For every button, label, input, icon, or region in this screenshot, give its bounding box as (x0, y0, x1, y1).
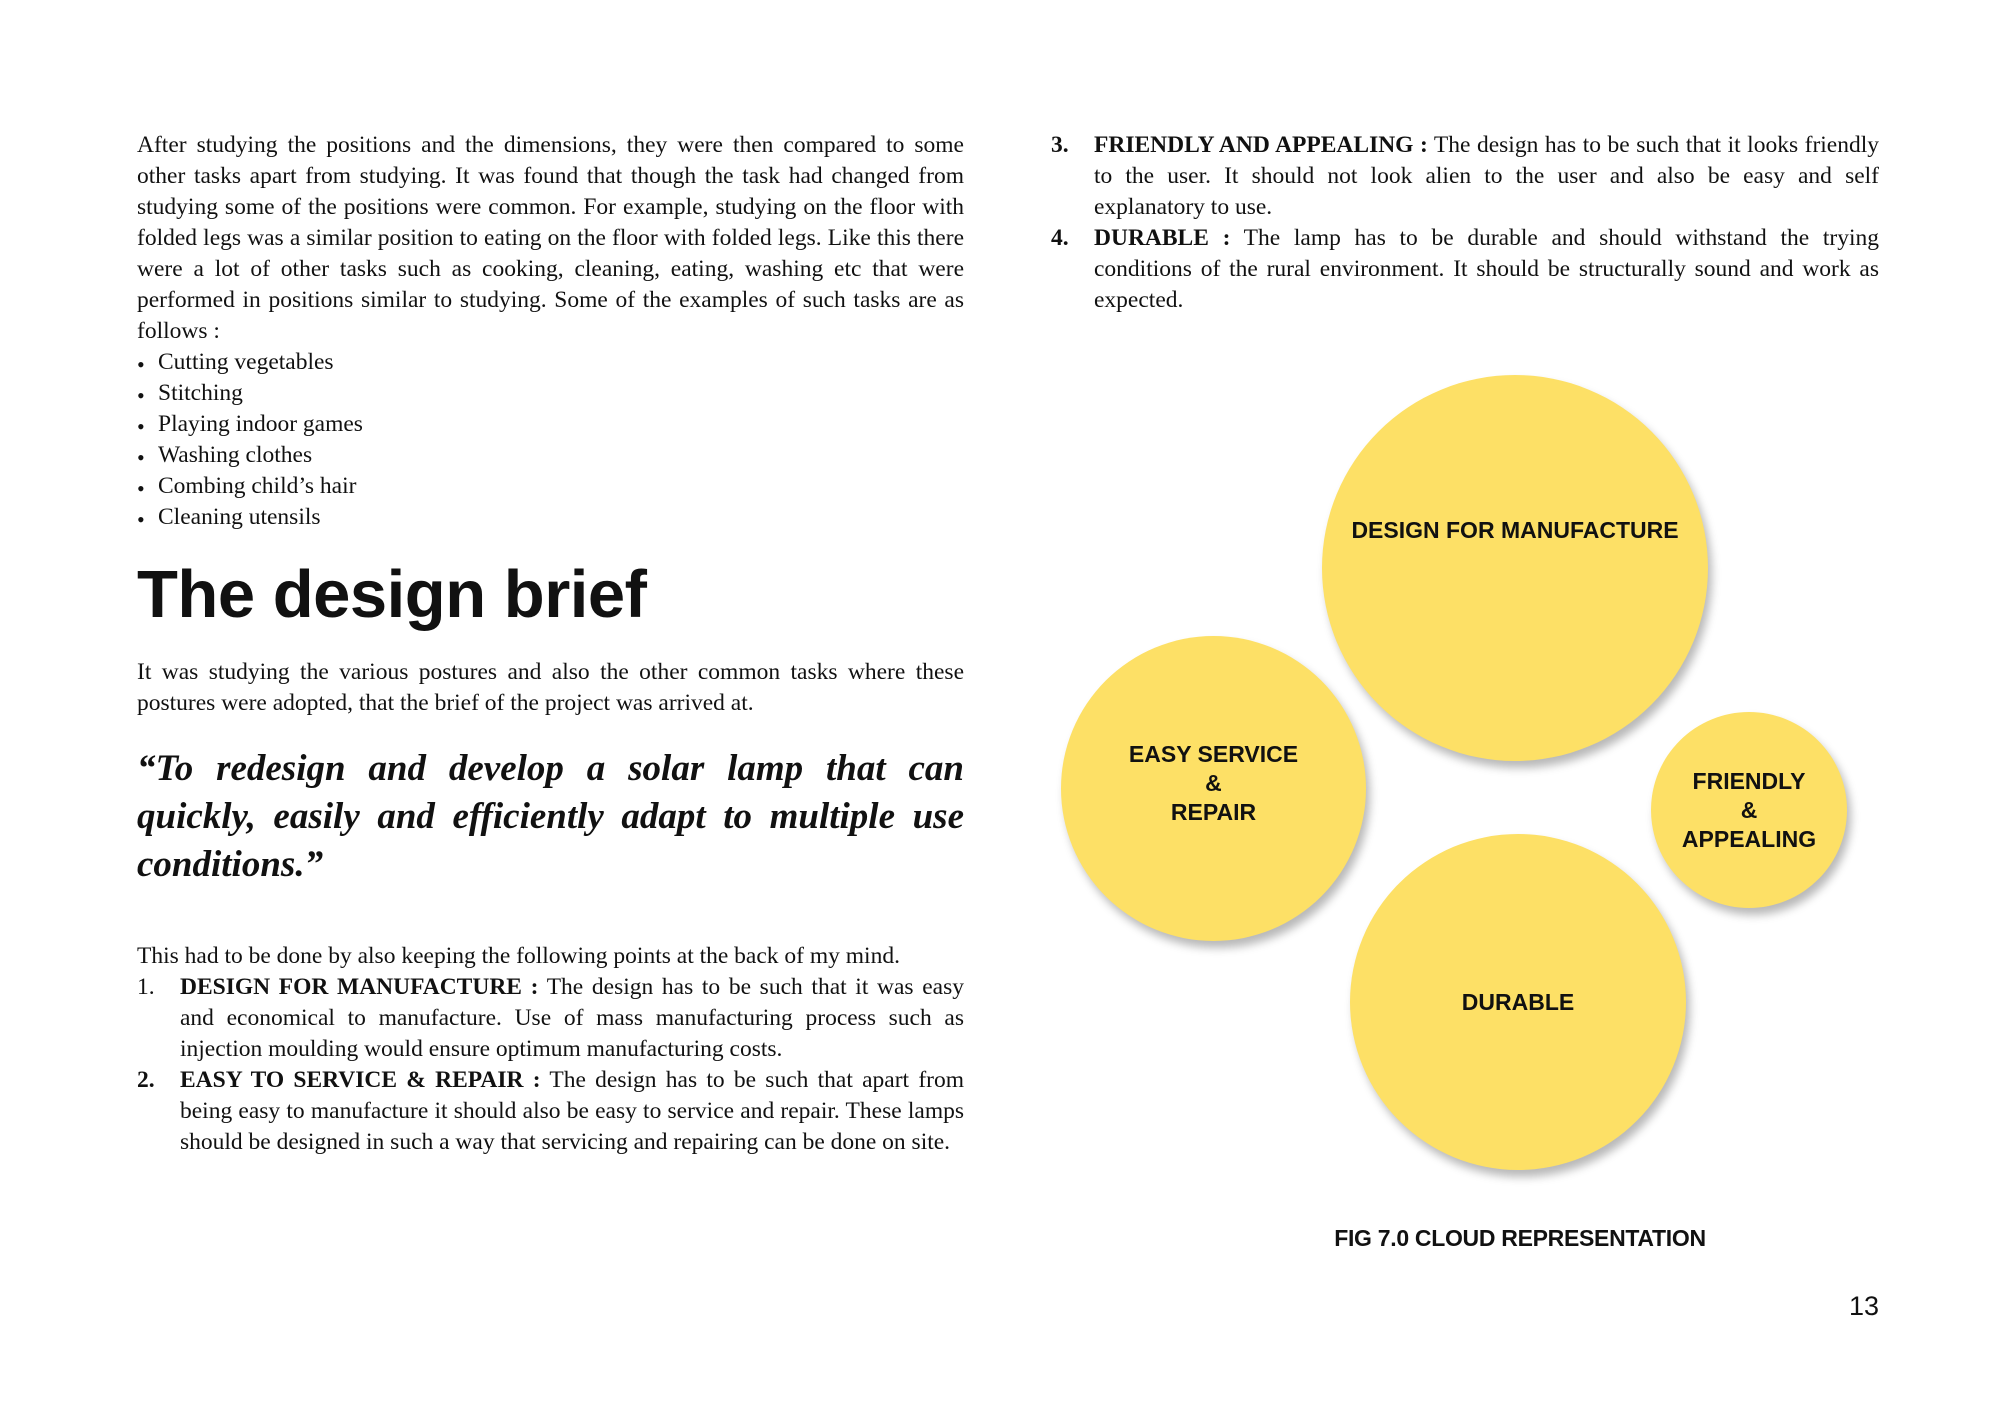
task-item: • Combing child’s hair (137, 471, 964, 502)
brief-paragraph: It was studying the various postures and also the other common tasks where these postures were adopted, that the brief of the project was arrived at. (137, 659, 964, 716)
point-number: 4. (1051, 225, 1069, 251)
point-term: FRIENDLY AND APPEALING : (1094, 132, 1428, 158)
design-point (137, 1065, 964, 1158)
task-item: • Cutting vegetables (137, 347, 964, 378)
point-text: The design has to be such that it looks friendly to the user. It should not look alien to the user and also be easy and self explanatory to use. (1094, 132, 1880, 220)
points-intro: This had to be done by also keeping the following points at the back of my mind. (137, 943, 900, 969)
design-point (1051, 130, 1879, 223)
section-heading: The design brief (137, 557, 647, 632)
design-points-list (137, 972, 964, 1158)
bubble-durable (1350, 834, 1686, 1170)
task-item: • Playing indoor games (137, 409, 964, 440)
right-column (1051, 130, 1879, 316)
bubble-friendly-appealing (1651, 712, 1847, 908)
task-item: • Stitching (137, 378, 964, 409)
bubble-easy-service-repair (1061, 636, 1366, 941)
point-text: The design has to be such that it was easy and economical to manufacture. Use of mass manufacturing process such as injection moulding would ensure optimum manufacturing costs. (180, 974, 964, 1062)
point-number: 2. (137, 1067, 155, 1093)
point-number: 1. (137, 974, 155, 1000)
bubble-label: FRIENDLY & APPEALING (1681, 767, 1817, 852)
point-term: EASY TO SERVICE & REPAIR : (180, 1067, 541, 1093)
design-brief-quote: “To redesign and develop a solar lamp that can quickly, easily and efficiently adapt to multiple use conditions.” (137, 748, 964, 885)
intro-paragraph: After studying the positions and the dimensions, they were then compared to some other tasks apart from studying. It was found that though the task had changed from studying some of the positions were common. For example, studying on the floor with folded legs was a similar position to eating on the floor with folded legs. Like this there were a lot of other tasks such as cooking, cleaning, eating, washing etc that were performed in positions similar to studying. Some of the examples of such tasks are as follows : (137, 132, 964, 344)
bubble-design-for-manufacture (1322, 375, 1708, 761)
task-item: • Washing clothes (137, 440, 964, 471)
design-point (1051, 223, 1879, 316)
left-column (137, 130, 964, 1158)
point-text: The lamp has to be durable and should withstand the trying conditions of the rural environment. It should be structurally sound and work as expected. (1094, 225, 1879, 313)
figure-caption: FIG 7.0 CLOUD REPRESENTATION (1334, 1225, 1706, 1251)
bubble-label: DESIGN FOR MANUFACTURE (1351, 516, 1679, 543)
point-term: DURABLE : (1094, 225, 1231, 251)
task-list (137, 347, 964, 533)
cloud-representation-figure (1040, 360, 1940, 1180)
point-number: 3. (1051, 132, 1069, 158)
bubble-label: EASY SERVICE & REPAIR (1128, 741, 1299, 825)
task-item: • Cleaning utensils (137, 502, 964, 533)
point-text: The design has to be such that apart from being easy to manufacture it should also be easy to service and repair. These lamps should be designed in such a way that servicing and repairing can be done on site. (180, 1067, 965, 1155)
design-points-list-continued (1051, 130, 1879, 316)
point-term: DESIGN FOR MANUFACTURE : (180, 974, 539, 1000)
bubble-label: DURABLE (1461, 988, 1575, 1015)
page-number: 13 (1848, 1291, 1879, 1321)
design-point (137, 972, 964, 1065)
